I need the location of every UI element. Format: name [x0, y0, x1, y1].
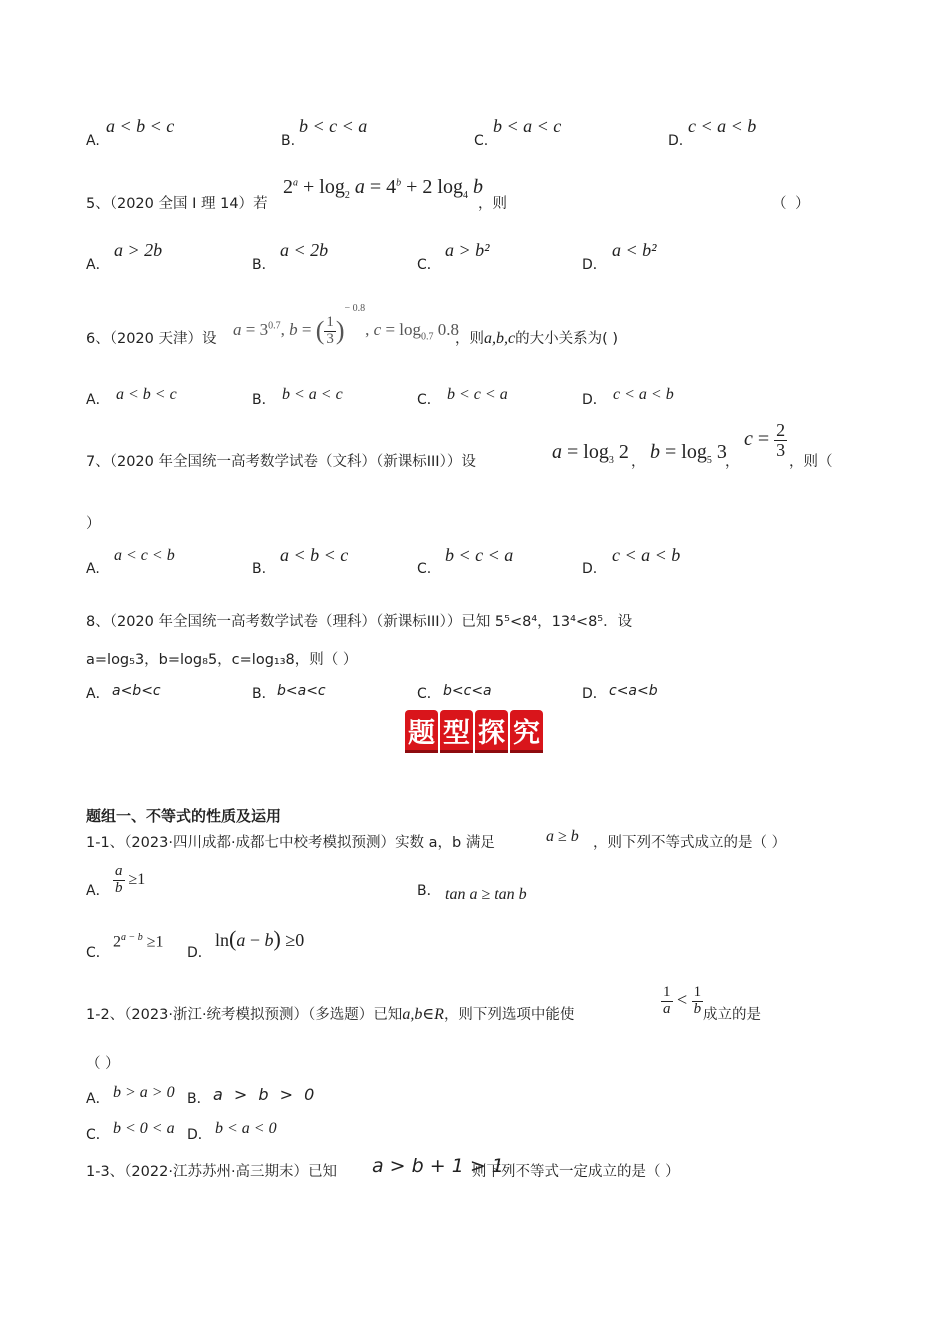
- q7-option-d-expr: c < a < b: [612, 545, 681, 565]
- q8-text: 已知 5⁵<8⁴，13⁴<8⁵．设: [461, 614, 633, 630]
- q8-option-d-label: D．: [582, 686, 607, 702]
- q5-option-b-expr: a < 2b: [280, 240, 329, 260]
- q7-sep1: ，: [631, 454, 646, 470]
- q1-1-suffix: ，则下列不等式成立的是（ ）: [593, 835, 787, 851]
- q4-option-b-label: B.: [281, 133, 296, 149]
- banner-char-1: 题: [405, 710, 438, 750]
- q6-option-a-label: A．: [86, 392, 110, 408]
- q6-number: 6、: [86, 331, 110, 347]
- q5-prefix: 若: [253, 196, 268, 212]
- q1-1-stem: [86, 831, 495, 852]
- q7-a-expr: $a = \log_3 2$: [552, 441, 629, 466]
- q6-option-d-label: D．: [582, 392, 607, 408]
- q6-option-a-expr: a < b < c: [116, 386, 177, 403]
- q7-sep2: ，: [725, 454, 740, 470]
- q1-2-source: （2023·浙江·统考模拟预测）（多选题）: [124, 1007, 374, 1023]
- q7-option-a-label: A.: [86, 561, 100, 577]
- q7-option-a-expr: a < c < b: [114, 547, 175, 564]
- q7-stem: [86, 450, 476, 471]
- q1-1-condition: a ≥ b: [546, 828, 579, 845]
- q5-source: （2020 全国 I 理 14）: [109, 196, 254, 212]
- q5-equation: $2^a + \log_2 a = 4^b + 2$ $\log_4 b$: [283, 176, 483, 201]
- q1-1-text: 实数 a，b 满足: [395, 835, 495, 851]
- q1-2-mid: ，则下列选项中能使: [443, 1007, 575, 1023]
- q8-source: （2020 年全国统一高考数学试卷（理科）（新课标III））: [109, 614, 462, 630]
- q1-2-text: 已知: [373, 1007, 403, 1023]
- q7-number: 7、: [86, 454, 110, 470]
- q7-option-c-expr: b < c < a: [445, 545, 514, 565]
- q1-2-option-b-label: B．: [187, 1091, 211, 1107]
- q8-option-c-label: C．: [417, 686, 441, 702]
- q1-2-option-b-expr: a > b > 0: [213, 1085, 318, 1104]
- q7-option-d-label: D.: [582, 561, 598, 577]
- q8-number: 8、: [86, 614, 110, 630]
- q5-option-a-expr: a > 2b: [114, 240, 163, 260]
- q8-option-b-label: B．: [252, 686, 276, 702]
- q5-suffix: ，则: [478, 196, 507, 212]
- q6-source: （2020 天津）: [109, 331, 202, 347]
- q8-line2: a=log₅3，b=log₈5，c=log₁₃8，则（ ）: [86, 652, 358, 668]
- q1-1-option-a-expr: $\frac{a}{b}$ ≥1: [115, 863, 146, 896]
- q1-3-tail: 则下列不等式一定成立的是（ ）: [472, 1164, 680, 1180]
- q7-source: （2020 年全国统一高考数学试卷（文科）（新课标III））: [109, 454, 462, 470]
- q1-2-option-d-label: D．: [187, 1127, 212, 1143]
- q1-2-stem: [86, 1003, 574, 1024]
- q4-option-c-label: C.: [474, 133, 489, 149]
- q6-tail: 的大小关系为( ): [515, 331, 619, 347]
- q7-option-c-label: C.: [417, 561, 432, 577]
- q4-option-c-expr: b < a < c: [493, 116, 562, 136]
- q7-suffix: ，则（: [789, 454, 833, 470]
- q1-1-source: （2023·四川成都·成都七中校考模拟预测）: [124, 835, 396, 851]
- q5-option-c-expr: a > b²: [445, 240, 490, 260]
- q1-2-bracket: （ ）: [86, 1056, 120, 1072]
- q7-b-expr: $b = \log_5 3$: [650, 441, 727, 466]
- q1-2-condition: a,b∈R: [402, 1006, 444, 1023]
- q1-1-option-b-label: B．: [417, 883, 441, 899]
- q6-option-b-expr: b < a < c: [282, 386, 343, 403]
- banner-char-3: 探: [475, 710, 508, 750]
- q1-1-option-c-label: C．: [86, 945, 110, 961]
- q7-c-expr: c = $\frac{2}{3}$: [744, 420, 786, 460]
- q5-option-d-expr: a < b²: [612, 240, 657, 260]
- q5-option-d-label: D．: [582, 257, 607, 273]
- q1-1-option-a-label: A．: [86, 883, 110, 899]
- q6-vars: a,b,c: [484, 330, 516, 347]
- q1-3-text: 已知: [308, 1164, 338, 1180]
- q1-3-number: 1-3、: [86, 1164, 125, 1180]
- q1-1-number: 1-1、: [86, 835, 125, 851]
- q5-number: 5、: [86, 196, 110, 212]
- q5-bracket: （ ）: [772, 196, 812, 212]
- q1-2-option-c-label: C．: [86, 1127, 110, 1143]
- q8-option-c-expr: b<c<a: [443, 683, 492, 699]
- q6-option-b-label: B．: [252, 392, 276, 408]
- q1-1-option-c-expr: $2^{a - b} \ge 1$: [113, 932, 164, 951]
- q6-suffix-line: [455, 327, 618, 348]
- q1-3-source: （2022·江苏苏州·高三期末）: [124, 1164, 309, 1180]
- q6-suffix: ，则: [455, 331, 484, 347]
- q6-option-c-label: C．: [417, 392, 441, 408]
- q5-stem: [86, 192, 268, 213]
- q1-2-inequality: $\frac{1}{a}$ < $\frac{1}{b}$: [663, 984, 702, 1017]
- q8-option-a-expr: a<b<c: [112, 683, 161, 699]
- q8-option-b-expr: b<a<c: [277, 683, 326, 699]
- q7-close: ）: [86, 516, 101, 532]
- q6-option-c-expr: b < c < a: [447, 386, 508, 403]
- q1-2-option-d-expr: b < a < 0: [215, 1120, 277, 1137]
- q1-1-option-d-label: D．: [187, 945, 212, 961]
- q8-option-d-expr: c<a<b: [609, 683, 658, 699]
- q8-stem: [86, 610, 632, 631]
- q7-prefix: 设: [461, 454, 476, 470]
- q1-2-option-a-label: A．: [86, 1091, 110, 1107]
- banner-char-2: 型: [440, 710, 473, 750]
- q4-option-b-expr: b < c < a: [299, 116, 368, 136]
- banner-char-4: 究: [510, 710, 543, 750]
- q1-1-option-b-expr: tan a ≥ tan b: [445, 886, 527, 903]
- q5-option-c-label: C．: [417, 257, 441, 273]
- q5-option-a-label: A．: [86, 257, 110, 273]
- q1-2-tail: 成立的是: [703, 1007, 761, 1023]
- group1-title: 题组一、不等式的性质及运用: [86, 807, 282, 825]
- q6-option-d-expr: c < a < b: [613, 386, 674, 403]
- q7-option-b-label: B.: [252, 561, 267, 577]
- q1-1-option-d-expr: ln(a − b) ≥0: [215, 926, 305, 951]
- section-banner: [405, 710, 543, 750]
- q6-prefix: 设: [202, 331, 217, 347]
- q6-equation: $a = 3^{0.7}$, b = ( $\frac{1}{3}$ )$^{- 0.8}$, $c = \log_{0.7} 0.8$: [233, 303, 460, 347]
- q1-2-option-a-expr: b > a > 0: [113, 1084, 175, 1101]
- q6-stem: [86, 327, 217, 348]
- q1-2-number: 1-2、: [86, 1007, 125, 1023]
- q7-option-b-expr: a < b < c: [280, 545, 349, 565]
- q1-3-expr: a > b + 1 > 1: [372, 1155, 504, 1177]
- q1-3-stem: [86, 1160, 337, 1181]
- q5-option-b-label: B．: [252, 257, 276, 273]
- q8-option-a-label: A．: [86, 686, 110, 702]
- q4-option-a-label: A.: [86, 133, 100, 149]
- q4-option-d-label: D.: [668, 133, 684, 149]
- q4-option-a-expr: a < b < c: [106, 116, 175, 136]
- q4-option-d-expr: c < a < b: [688, 116, 757, 136]
- q1-2-option-c-expr: b < 0 < a: [113, 1120, 175, 1137]
